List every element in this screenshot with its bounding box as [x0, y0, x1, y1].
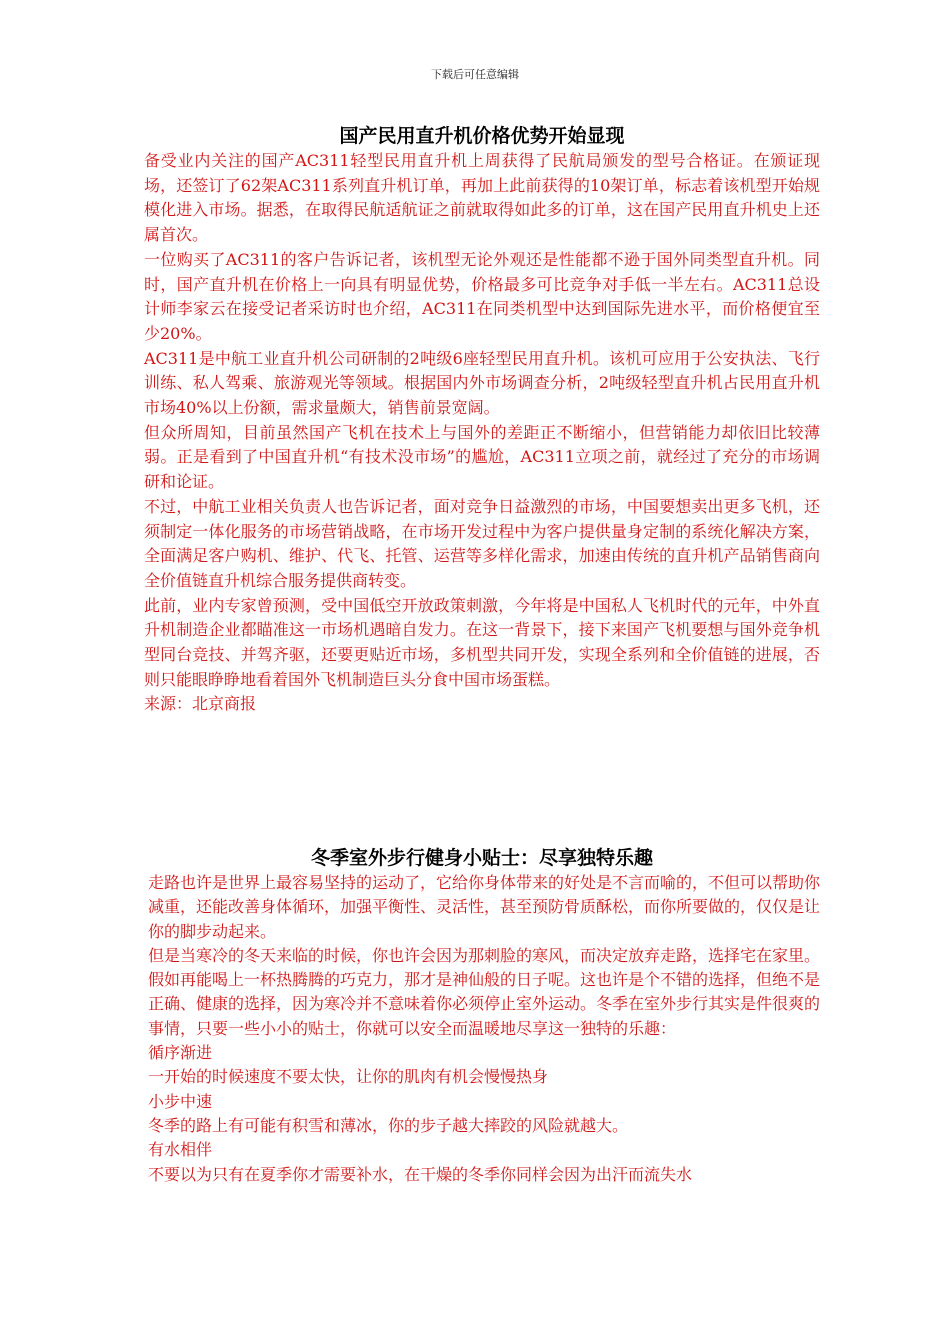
- tip-heading: 小步中速: [148, 1091, 213, 1111]
- article-paragraph: 但是当寒冷的冬天来临的时候，你也许会因为那刺脸的寒风，而决定放弃走路，选择宅在家里。假如再能喝上一杯热腾腾的巧克力，那才是神仙般的日子呢。这也许是个不错的选择，但绝不是正确、健康的选择，因为寒冷并不意味着你必须停止室外运动。冬季在室外步行其实是件很爽的事情，只要一些小小的贴士，你就可以安全而温暖地尽享这一独特的乐趣：: [148, 945, 821, 1038]
- tip-text: 冬季的路上有可能有积雪和薄冰，你的步子越大摔跤的风险就越大。: [148, 1115, 629, 1135]
- article-paragraph: AC311是中航工业直升机公司研制的2吨级6座轻型民用直升机。该机可应用于公安执法、飞行训练、私人驾乘、旅游观光等领域。根据国内外市场调查分析，2吨级轻型直升机占民用直升机市场40%以上份额，需求量颇大，销售前景宽阔。: [144, 348, 820, 418]
- article-winter-walking: [144, 845, 820, 1187]
- tip-heading: 循序渐进: [148, 1043, 213, 1063]
- tip-heading: 有水相伴: [148, 1140, 213, 1160]
- article-paragraph: 备受业内关注的国产AC311轻型民用直升机上周获得了民航局颁发的型号合格证。在颁证现场，还签订了62架AC311系列直升机订单，再加上此前获得的10架订单，标志着该机型开始规模化进入市场。据悉，在取得民航适航证之前就取得如此多的订单，这在国产民用直升机史上还属首次。: [144, 151, 820, 245]
- header-note: 下载后可任意编辑: [431, 68, 519, 81]
- article-paragraph: 不过，中航工业相关负责人也告诉记者，面对竞争日益激烈的市场，中国要想卖出更多飞机，还须制定一体化服务的市场营销战略，在市场开发过程中为客户提供量身定制的系统化解决方案，全面满足客户购机、维护、代飞、托管、运营等多样化需求，加速由传统的直升机产品销售商向全价值链直升机综合服务提供商转变。: [144, 496, 820, 590]
- article-paragraph: 走路也许是世界上最容易坚持的运动了，它给你身体带来的好处是不言而喻的，不但可以帮助你减重，还能改善身体循环，加强平衡性、灵活性，甚至预防骨质酥松，而你所要做的，仅仅是让你的脚步动起来。: [148, 873, 821, 941]
- article-paragraph: 一位购买了AC311的客户告诉记者，该机型无论外观还是性能都不逊于国外同类型直升机。同时，国产直升机在价格上一向具有明显优势，价格最多可比竞争对手低一半左右。AC311总设计师李家云在接受记者采访时也介绍，AC311在同类机型中达到国际先进水平，而价格便宜至少20%。: [144, 249, 820, 343]
- article-paragraph: 此前，业内专家曾预测，受中国低空开放政策刺激，今年将是中国私人飞机时代的元年，中外直升机制造企业都瞄准这一市场机遇暗自发力。在这一背景下，接下来国产飞机要想与国外竞争机型同台竞技、并驾齐驱，还要更贴近市场，多机型共同开发，实现全系列和全价值链的进展，否则只能眼睁睁地看着国外飞机制造巨头分食中国市场蛋糕。: [144, 595, 820, 689]
- article-paragraph: 但众所周知，目前虽然国产飞机在技术上与国外的差距正不断缩小，但营销能力却依旧比较薄弱。正是看到了中国直升机“有技术没市场”的尴尬，AC311立项之前，就经过了充分的市场调研和论证。: [144, 422, 820, 492]
- article-source: 来源：北京商报: [144, 694, 257, 714]
- article-helicopter: [144, 123, 820, 717]
- article-title: 冬季室外步行健身小贴士：尽享独特乐趣: [310, 847, 653, 869]
- tip-text: 一开始的时候速度不要太快，让你的肌肉有机会慢慢热身: [148, 1067, 549, 1087]
- article-title: 国产民用直升机价格优势开始显现: [339, 125, 625, 147]
- tip-text: 不要以为只有在夏季你才需要补水，在干燥的冬季你同样会因为出汗而流失水: [148, 1164, 693, 1184]
